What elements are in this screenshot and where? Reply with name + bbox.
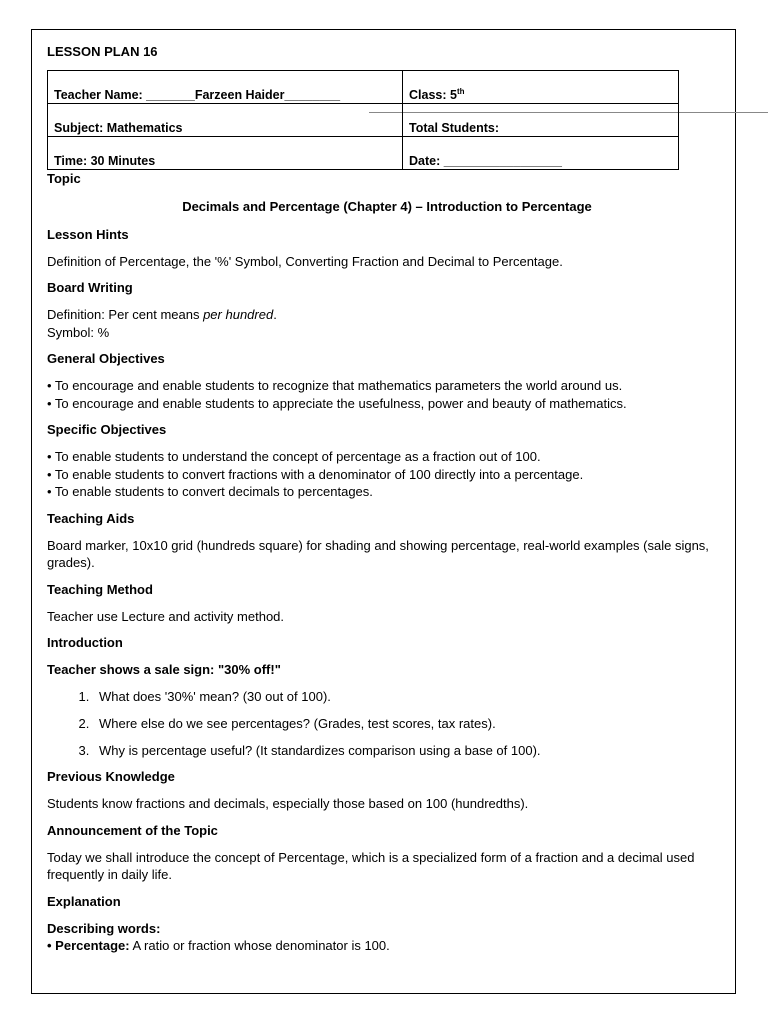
- question-item: 3. Why is percentage useful? (It standardizes comparison using a base of 100).: [93, 742, 727, 759]
- class-cell: [403, 71, 679, 104]
- teaching-aids-heading: Teaching Aids: [47, 510, 135, 526]
- teacher-name-cell: Teacher Name: _______Farzeen Haider________: [48, 71, 403, 104]
- info-row: [48, 71, 679, 104]
- board-definition-prefix: Definition: Per cent means: [47, 307, 204, 322]
- percentage-term: Percentage:: [55, 937, 130, 953]
- info-row: [48, 137, 679, 170]
- board-symbol: Symbol: %: [47, 324, 110, 340]
- introduction-heading: Introduction: [47, 635, 123, 650]
- specific-objective-item: • To enable students to understand the concept of percentage as a fraction out of 100.: [47, 449, 541, 464]
- bullet: •: [47, 937, 56, 953]
- teaching-method-text: Teacher use Lecture and activity method.: [47, 608, 285, 624]
- info-table: [47, 70, 679, 170]
- lesson-plan-title: LESSON PLAN 16: [47, 44, 158, 59]
- specific-objective-item: • To enable students to convert decimals to percentages.: [47, 484, 373, 499]
- total-students-cell: Total Students:: [403, 104, 679, 137]
- info-row: [48, 104, 679, 137]
- announcement-heading: Announcement of the Topic: [47, 822, 218, 838]
- introduction-subheading: Teacher shows a sale sign: "30% off!": [47, 662, 281, 677]
- board-definition: [47, 306, 727, 324]
- topic-heading: Topic: [47, 171, 81, 186]
- explanation-heading: Explanation: [47, 893, 121, 909]
- describing-words-heading: Describing words:: [47, 920, 161, 936]
- specific-objectives-heading: Specific Objectives: [47, 422, 167, 437]
- previous-knowledge-heading: Previous Knowledge: [47, 769, 175, 784]
- teaching-method-heading: Teaching Method: [47, 581, 153, 597]
- general-objective-item: • To encourage and enable students to recognize that mathematics parameters the world around us.: [47, 378, 623, 393]
- class-superscript: th: [456, 86, 465, 96]
- date-cell: Date: _________________: [403, 137, 679, 170]
- teaching-aids-text: Board marker, 10x10 grid (hundreds square) for shading and showing percentage, real-world examples (sale signs, grades).: [47, 537, 709, 570]
- announcement-text: Today we shall introduce the concept of Percentage, which is a specialized form of a fraction and a decimal used frequently in daily life.: [47, 849, 695, 882]
- specific-objective-item: • To enable students to convert fractions with a denominator of 100 directly into a percentage.: [47, 466, 584, 482]
- lesson-plan-content: [47, 44, 727, 954]
- general-objectives-heading: General Objectives: [47, 351, 165, 366]
- question-item: 1. What does '30%' mean? (30 out of 100).: [93, 688, 727, 705]
- lesson-hints-text: Definition of Percentage, the '%' Symbol, Converting Fraction and Decimal to Percentage.: [47, 253, 563, 269]
- general-objective-item: • To encourage and enable students to appreciate the usefulness, power and beauty of mathematics.: [47, 395, 627, 411]
- board-writing-heading: Board Writing: [47, 280, 133, 295]
- percentage-definition: [47, 937, 727, 955]
- board-definition-italic: per hundred: [203, 307, 274, 322]
- previous-knowledge-text: Students know fractions and decimals, especially those based on 100 (hundredths).: [47, 796, 529, 811]
- board-definition-suffix: .: [273, 307, 277, 322]
- topic-text: Decimals and Percentage (Chapter 4) – Introduction to Percentage: [182, 199, 592, 214]
- introduction-questions: [47, 688, 727, 759]
- question-item: 2. Where else do we see percentages? (Grades, test scores, tax rates).: [93, 715, 727, 732]
- percentage-definition-text: A ratio or fraction whose denominator is 100.: [129, 937, 390, 953]
- subject-cell: Subject: Mathematics: [48, 104, 403, 137]
- lesson-hints-heading: Lesson Hints: [47, 226, 129, 242]
- time-cell: Time: 30 Minutes: [48, 137, 403, 170]
- class-label: Class: 5: [409, 88, 457, 102]
